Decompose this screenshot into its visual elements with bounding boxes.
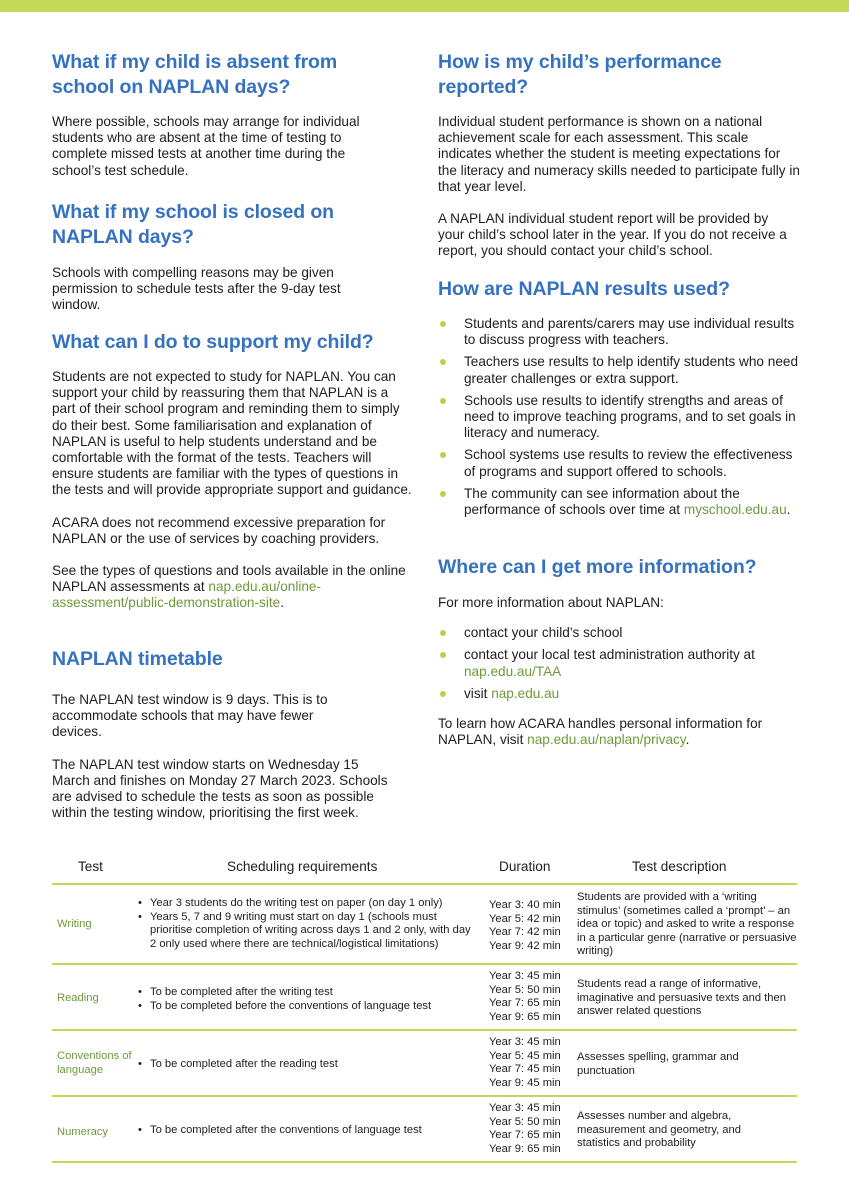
scheduling-cell (136, 986, 476, 1013)
heading-results-used: How are NAPLAN results used? (438, 278, 730, 300)
bullet-icon (440, 398, 446, 404)
timetable-body-2: The NAPLAN test window starts on Wednesday 15 March and finishes on Monday 27 March 2023. Schools are advised to schedule the tests as soon as possible within the testing window, prioritising the first week. (52, 756, 388, 821)
bullet-icon: • (138, 1124, 142, 1136)
section-reported (438, 50, 800, 260)
section-results-used (438, 277, 800, 524)
list-item-text: visit (464, 685, 492, 701)
list-item-text: School systems use results to review the effectiveness of programs and support offered to schools. (464, 447, 793, 479)
bullet-icon: • (138, 986, 142, 998)
duration-cell (489, 970, 561, 1024)
scheduling-item (136, 911, 476, 952)
list-item (438, 647, 778, 679)
list-item (438, 686, 800, 702)
privacy-text-prefix: To learn how ACARA handles personal information for NAPLAN, visit (438, 716, 763, 748)
header-scheduling: Scheduling requirements (227, 859, 378, 874)
support-body-2: ACARA does not recommend excessive preparation for NAPLAN or the use of services by coaching providers. (52, 514, 386, 546)
scheduling-cell (136, 897, 476, 951)
scheduling-item (136, 1124, 476, 1138)
demo-site-link[interactable]: nap.edu.au/online-assessment/public-demonstration-site (52, 579, 322, 611)
duration-line: Year 9: 65 min (489, 1010, 561, 1023)
table-row (52, 965, 797, 1031)
scheduling-text: To be completed after the writing test (150, 986, 333, 998)
scheduling-cell (136, 1058, 476, 1072)
naplan-test-table (52, 850, 797, 1163)
section-timetable (52, 647, 414, 821)
scheduling-item (136, 1058, 476, 1072)
privacy-text (438, 716, 800, 748)
duration-line: Year 7: 65 min (489, 1129, 561, 1142)
table-row (52, 885, 797, 965)
support-body-3 (52, 563, 414, 612)
support-body-3-text: See the types of questions and tools available in the online NAPLAN assessments at (52, 563, 406, 595)
header-duration: Duration (499, 859, 551, 874)
list-item-text: contact your local test administration authority at (464, 647, 755, 663)
description-cell: Students are provided with a ‘writing stimulus’ (sometimes called a ‘prompt’ – an idea or topic) and asked to write a response in a particular genre (narrative or persuasive writing) (577, 891, 797, 958)
duration-line: Year 3: 45 min (489, 1102, 561, 1114)
list-item-text: Students and parents/carers may use individual results to discuss progress with teachers. (464, 316, 795, 348)
table-header (52, 850, 797, 885)
top-accent-bar (0, 0, 849, 12)
duration-line: Year 5: 42 min (489, 912, 561, 925)
scheduling-item (136, 897, 476, 911)
bullet-icon (440, 491, 446, 497)
heading-absent: What if my child is absent from school on NAPLAN days? (52, 51, 338, 98)
duration-cell (489, 1036, 561, 1090)
bullet-icon (440, 359, 446, 365)
myschool-link[interactable]: myschool.edu.au (683, 502, 787, 518)
heading-support: What can I do to support my child? (52, 331, 374, 353)
bullet-icon (440, 321, 446, 327)
scheduling-text: To be completed after the conventions of language test (150, 1124, 422, 1136)
duration-line: Year 9: 45 min (489, 1076, 561, 1089)
duration-line: Year 3: 45 min (489, 1036, 561, 1048)
list-item (438, 316, 800, 348)
scheduling-item (136, 986, 476, 1000)
scheduling-item (136, 1000, 476, 1014)
scheduling-text: To be completed before the conventions of language test (150, 999, 432, 1012)
taa-link[interactable]: nap.edu.au/TAA (464, 663, 562, 679)
list-item (438, 393, 800, 442)
duration-line: Year 5: 50 min (489, 1115, 561, 1128)
duration-line: Year 3: 40 min (489, 899, 561, 911)
reported-body-1: Individual student performance is shown on a national achievement scale for each assessment. This scale indicates whether the student is meeting expectations for the literacy and numeracy skills needed to participate fully in that year level. (438, 114, 800, 194)
duration-line: Year 3: 45 min (489, 970, 561, 982)
list-item (438, 486, 800, 518)
duration-line: Year 9: 42 min (489, 939, 561, 952)
scheduling-text: Year 3 students do the writing test on paper (on day 1 only) (150, 897, 443, 909)
bullet-icon: • (138, 897, 142, 909)
list-item-text: Teachers use results to help identify students who need greater challenges or extra support. (464, 354, 799, 386)
heading-timetable: NAPLAN timetable (52, 648, 223, 670)
bullet-icon: • (138, 1058, 142, 1070)
duration-cell (489, 899, 561, 953)
description-cell: Students read a range of informative, imaginative and persuasive texts and then answer related questions (577, 978, 786, 1018)
closed-body: Schools with compelling reasons may be given permission to schedule tests after the 9-day test window. (52, 265, 341, 313)
absent-body: Where possible, schools may arrange for individual students who are absent at the time of testing to complete missed tests at another time during the school’s test schedule. (52, 114, 360, 178)
privacy-link[interactable]: nap.edu.au/naplan/privacy (527, 732, 686, 748)
duration-line: Year 7: 65 min (489, 997, 561, 1010)
bullet-icon: • (138, 910, 142, 923)
section-closed (52, 200, 414, 314)
duration-line: Year 9: 65 min (489, 1142, 561, 1155)
test-name: Writing (57, 918, 92, 930)
test-name: Numeracy (57, 1126, 108, 1138)
description-cell: Assesses number and algebra, measurement and geometry, and statistics and probability (577, 1110, 741, 1150)
more-info-intro: For more information about NAPLAN: (438, 595, 664, 610)
bullet-icon (440, 452, 446, 458)
section-support (52, 330, 414, 612)
duration-cell (489, 1102, 561, 1156)
results-used-list (438, 316, 800, 518)
bullet-icon (440, 630, 446, 636)
support-body-1: Students are not expected to study for NAPLAN. You can support your child by reassuring them that NAPLAN is a part of their school program and reminding them to simply do their best. Some familiarisation and explanation of NAPLAN is useful to help students understand and be comfortable with the format of the tests. Teachers will ensure students are familiar with the types of questions in the tests and will provide appropriate support and guidance. (52, 369, 412, 498)
table-row (52, 1097, 797, 1163)
bullet-icon: • (138, 999, 142, 1012)
list-item-text: Schools use results to identify strengths and areas of need to improve teaching programs, and to set goals in literacy and numeracy. (464, 392, 796, 441)
header-test: Test (78, 859, 103, 874)
list-item-suffix: . (786, 502, 791, 518)
section-more-info (438, 555, 800, 748)
more-info-list (438, 625, 800, 702)
duration-line: Year 7: 42 min (489, 926, 561, 939)
table-row (52, 1031, 797, 1097)
bullet-icon (440, 691, 446, 697)
heading-reported: How is my child’s performance reported? (438, 51, 722, 98)
scheduling-text: To be completed after the reading test (150, 1058, 338, 1070)
list-item-text: The community can see information about the performance of schools over time at (464, 485, 740, 518)
privacy-text-suffix: . (685, 732, 690, 748)
reported-body-2: A NAPLAN individual student report will be provided by your child’s school later in the year. If you do not receive a report, you should contact your child’s school. (438, 211, 787, 259)
scheduling-cell (136, 1124, 476, 1138)
duration-line: Year 7: 45 min (489, 1063, 561, 1076)
duration-line: Year 5: 45 min (489, 1049, 561, 1062)
list-item (438, 625, 800, 641)
header-description: Test description (632, 859, 727, 874)
list-item-text: contact your child’s school (464, 625, 623, 641)
support-body-3-suffix: . (280, 595, 284, 611)
bullet-icon (440, 652, 446, 658)
nap-link[interactable]: nap.edu.au (491, 685, 560, 701)
description-cell: Assesses spelling, grammar and punctuation (577, 1051, 739, 1077)
test-name: Reading (57, 992, 99, 1004)
scheduling-text: Years 5, 7 and 9 writing must start on day 1 (schools must prioritise completion of writing across days 1 and 2 only, with day 2 only used where there are technical/logistical limitations) (150, 910, 471, 950)
test-name: Conventions of language (57, 1050, 132, 1076)
heading-more-info: Where can I get more information? (438, 556, 757, 578)
heading-closed: What if my school is closed on NAPLAN days? (52, 201, 334, 248)
duration-line: Year 5: 50 min (489, 983, 561, 996)
timetable-body-1: The NAPLAN test window is 9 days. This is to accommodate schools that may have fewer devices. (52, 692, 328, 740)
list-item (438, 447, 800, 479)
list-item (438, 354, 800, 386)
section-absent (52, 50, 414, 179)
